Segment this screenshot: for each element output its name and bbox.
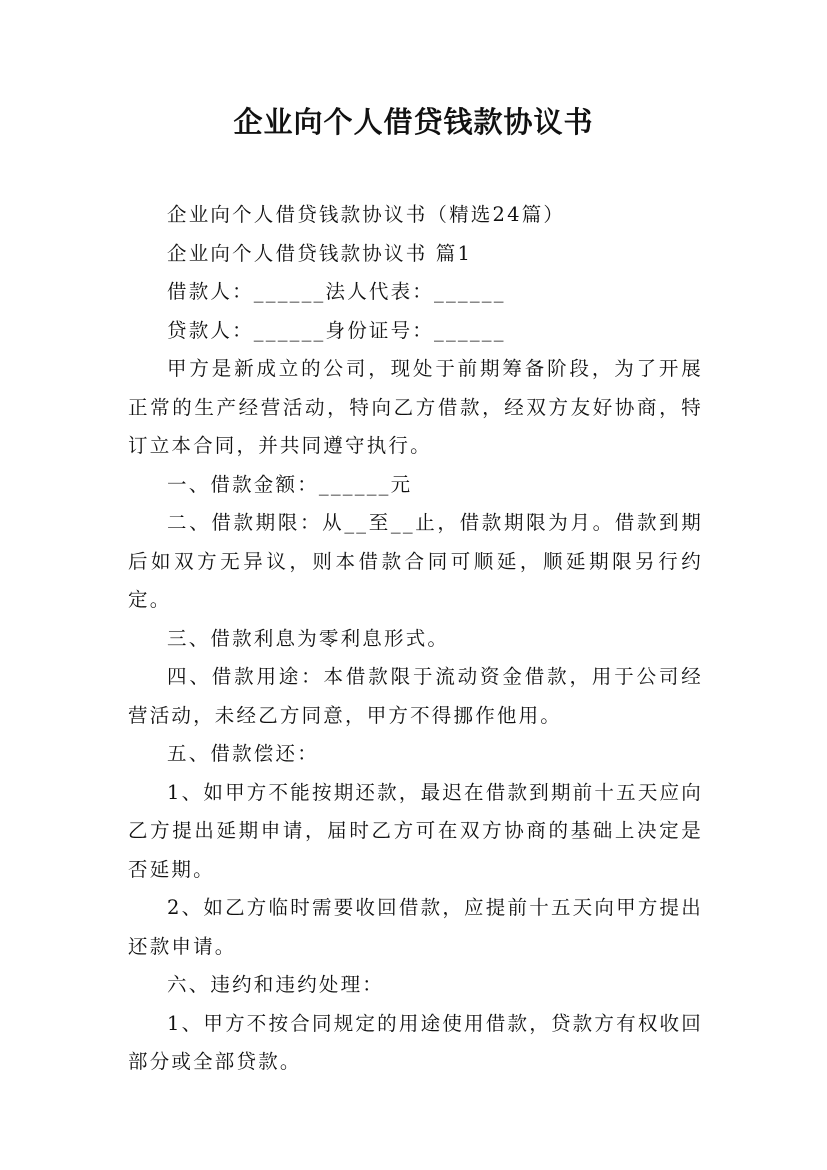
- paragraph-clause-interest: 三、借款利息为零利息形式。: [167, 626, 450, 650]
- paragraph-clause-term: 二、借款期限：从__至__止，借款期限为月。借款到期后如双方无异议，则本借款合同可顺延，顺延期限另行约定。: [128, 511, 703, 611]
- paragraph-section-heading: 企业向个人借贷钱款协议书 篇1: [167, 241, 473, 265]
- paragraph-subtitle: 企业向个人借贷钱款协议书（精选24篇）: [167, 203, 566, 226]
- paragraph-clause-purpose: 四、借款用途：本借款限于流动资金借款，用于公司经营活动，未经乙方同意，甲方不得挪作他用。: [128, 665, 703, 727]
- paragraph-borrower: 借款人：______法人代表：______: [167, 280, 506, 303]
- paragraph-clause-amount: 一、借款金额：______元: [167, 472, 413, 496]
- paragraph-repayment-item-1: 1、如甲方不能按期还款，最迟在借款到期前十五天应向乙方提出延期申请，届时乙方可在双方协商的基础上决定是否延期。: [128, 780, 703, 881]
- paragraph-preamble: 甲方是新成立的公司，现处于前期筹备阶段，为了开展正常的生产经营活动，特向乙方借款，经双方友好协商，特订立本合同，并共同遵守执行。: [128, 357, 703, 457]
- document-body: [128, 196, 703, 1082]
- paragraph-clause-repayment: 五、借款偿还：: [167, 742, 319, 765]
- paragraph-clause-breach: 六、违约和违约处理：: [167, 973, 385, 996]
- document-title: 企业向个人借贷钱款协议书: [233, 105, 594, 139]
- paragraph-breach-item-1: 1、甲方不按合同规定的用途使用借款，贷款方有权收回部分或全部贷款。: [128, 1011, 703, 1073]
- paragraph-lender: 贷款人：______身份证号：______: [167, 318, 506, 342]
- paragraph-repayment-item-2: 2、如乙方临时需要收回借款，应提前十五天向甲方提出还款申请。: [128, 896, 703, 958]
